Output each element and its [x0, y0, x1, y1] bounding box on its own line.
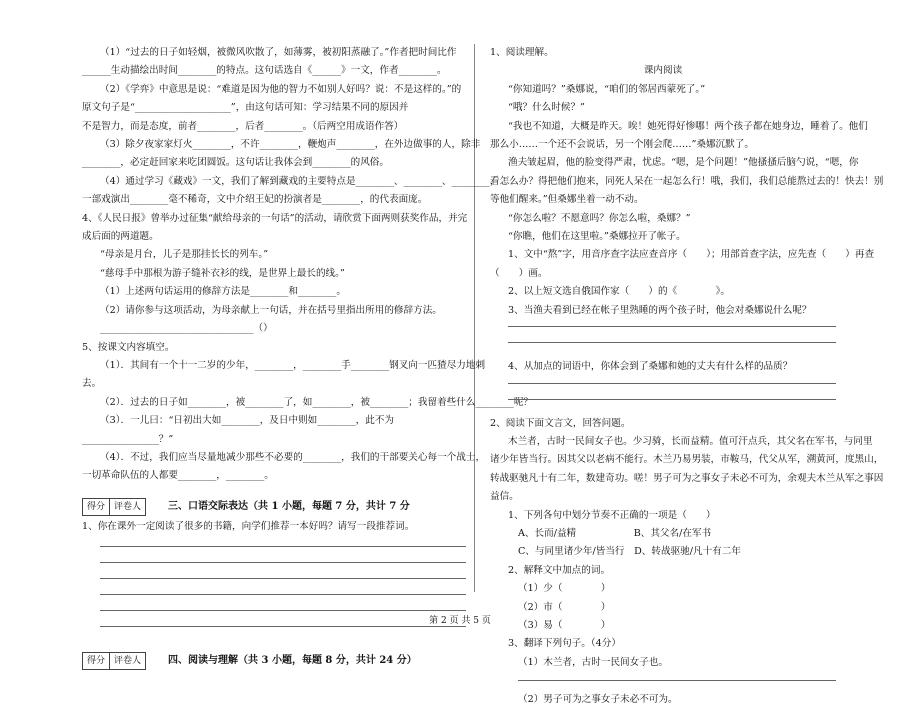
text-line: 不是智力，而是态度，前者________，后者________。（后两空用成语作答）	[82, 120, 404, 132]
answer-line[interactable]	[100, 546, 466, 547]
text-line: ________________________________（）	[100, 323, 273, 335]
text-line: “你知道吗？”桑娜说，“咱们的邻居西蒙死了。”	[508, 83, 706, 95]
text-line: （3）．一儿曰：“日初出大如________，及日中则如________，此不为	[100, 415, 395, 427]
text-line: “母亲是月台，儿子是那挂长长的列车。”	[100, 249, 269, 261]
text-line: 3、翻译下列句子。（4分）	[508, 638, 621, 650]
right-column	[490, 44, 884, 710]
text-line: （4）通过学习《藏戏》一文，我们了解到藏戏的主要特点是________、________、________，	[100, 175, 500, 187]
text-line: 看怎么办？得把他们抱来，同死人呆在一起怎么行！哦，我们，我们总能熬过去的！快去！别	[490, 175, 884, 187]
column-divider	[474, 44, 475, 592]
answer-line[interactable]	[508, 399, 836, 400]
text-line: 课内阅读	[643, 65, 683, 77]
section-3-header	[82, 496, 466, 518]
text-line: （1）“过去的日子如轻烟，被微风吹散了，如薄雾，被初阳蒸融了。”作者把时间比作	[100, 47, 457, 58]
answer-line[interactable]	[508, 383, 836, 384]
text-line: （3）易（ ）	[518, 619, 611, 631]
text-line: （ ）画。	[490, 267, 548, 279]
text-line: 5、按课文内容填空。	[82, 341, 175, 353]
text-line: （2）请你参与这项活动，为母亲献上一句话，并在括号里指出所用的修辞方法。	[100, 304, 442, 316]
text-line: 等他们醒来。”但桑娜坐着一动不动。	[490, 194, 644, 206]
text-line: 1、阅读理解。	[490, 47, 554, 58]
text-line: C、与同里诸少年/皆当行 D、转战驱驰/凡十有二年	[518, 546, 741, 558]
text-line: 成后面的两道题。	[82, 231, 159, 243]
text-line: “我也不知道，大概是昨天。唉！她死得好惨哪！两个孩子都在她身边，睡着了。他们	[508, 120, 868, 132]
answer-line[interactable]	[100, 578, 466, 579]
text-line: “哦？什么时候？”	[508, 102, 585, 114]
text-line: A、长而/益精 B、其父名/在军书	[518, 527, 712, 539]
text-line: 一部戏演出________毫不稀奇，文中介绍王妃的扮演者是________，的代表面庞。	[82, 194, 428, 206]
grader-label: 评卷人	[109, 653, 145, 669]
text-line: （1）．其间有一个十一二岁的少年，________，________手________钢叉向一匹猹尽力地刺	[100, 359, 486, 371]
text-line: （3）除夕夜家家灯火________，不许________，鞭炮声________，在外边做事的人，除非	[100, 139, 481, 151]
text-line: 原文句子是“____________________”，由这句话可知：学习结果不同的原因并	[82, 102, 409, 114]
answer-line[interactable]	[508, 342, 836, 343]
score-label: 得分	[87, 501, 106, 512]
text-line: （2）．过去的日子如________，被________了，如________，被________；我留着些什么________呢？	[100, 396, 534, 408]
text-line: 1、文中“熬”字，用音序查字法应查音序（ ）；用部首查字法，应先查（ ）再查	[508, 249, 875, 261]
text-line: 益信。	[490, 491, 519, 503]
score-box	[82, 652, 146, 670]
text-line: 去。	[82, 378, 102, 390]
text-line: 木兰者，古时一民间女子也。少习骑，长而益精。值可汗点兵，其父名在军书，与同里	[508, 435, 873, 447]
answer-line[interactable]	[100, 626, 466, 627]
text-line: ________，必定赶回家来吃团圆饭。这句话让我体会到________的风俗。	[82, 157, 389, 169]
text-line: 2、阅读下面文言文，回答问题。	[490, 417, 631, 429]
section-3-title: 三、口语交际表达（共 1 小题，每题 7 分，共计 7 分	[168, 500, 410, 512]
text-line: （1）上述两句话运用的修辞方法是________和________。	[100, 286, 346, 298]
reading-question-4	[490, 358, 836, 376]
text-line: 4、《人民日报》曾举办过征集“献给母亲的一句话”的活动，请欣赏下面两则获奖作品，并完	[82, 212, 468, 224]
text-line: “你瞧，他们在这里啦。”桑娜拉开了帐子。	[508, 231, 686, 243]
text-line: “慈母手中那根为游子缝补衣衫的线，是世界上最长的线。”	[100, 267, 345, 279]
answer-line[interactable]	[518, 680, 836, 681]
text-line: 4、从加点的词语中，你体会到了桑娜和她的丈夫有什么样的品质？	[508, 361, 793, 373]
text-line: 那么小……一个还不会说话，另一个刚会爬……”桑娜沉默了。	[490, 139, 754, 151]
answer-line[interactable]	[508, 326, 836, 327]
text-line: （4）．不过，我们应当尽量地减少那些不必要的________，我们的干部要关心每一个战士，	[100, 451, 486, 463]
section-4-title: 四、阅读与理解（共 3 小题，每题 8 分，共计 24 分）	[168, 654, 417, 666]
page-footer: 第 2 页 共 5 页	[429, 616, 491, 626]
text-line: 诸少年皆当行。因其父以老病不能行。木兰乃易男装，市鞍马，代父从军，溯黄河，度黑山，	[490, 454, 884, 466]
answer-line[interactable]	[100, 610, 466, 611]
text-line: 2、以上短文选自俄国作家（ ）的《 》。	[508, 286, 730, 298]
text-line: （2）市（ ）	[518, 601, 611, 613]
score-label: 得分	[87, 656, 106, 667]
text-line: 一切革命队伍的人都要________，________。	[82, 470, 274, 482]
text-line: 2、解释文中加点的词。	[508, 564, 611, 576]
text-line: 转战驱驰凡十有二年，数建奇功。嗟！男子可为之事女子未必不可为，余观夫木兰从军之事因	[490, 472, 884, 484]
reading-passage-2	[490, 415, 884, 673]
text-line: 3、当渔夫看到已经在帐子里熟睡的两个孩子时，他会对桑娜说什么呢？	[508, 304, 812, 316]
reading-passage-1	[490, 44, 884, 320]
text-line: 渔夫皱起眉，他的脸变得严肃，忧虑。“嗯，是个问题！”他搔搔后脑勺说，“嗯，你	[508, 157, 859, 169]
text-line: “你怎么啦？不愿意吗？你怎么啦，桑娜？”	[508, 212, 691, 224]
text-line: ______生动描绘出时间________的特点。这句话选自《______》一文，作者________。	[82, 65, 447, 77]
answer-line[interactable]	[100, 594, 466, 595]
grader-label: 评卷人	[109, 499, 145, 515]
score-box	[82, 498, 146, 516]
text-line: （1）少（ ）	[518, 583, 611, 595]
oral-question: 1、你在课外一定阅读了很多的书籍，向学们推荐一本好吗？请写一段推荐词。	[82, 520, 415, 532]
text-line: ________________？”	[82, 433, 174, 445]
text-line: （2）《学弈》中意思是说：“难道是因为他的智力不如别人好吗？说：不是这样的。”的	[100, 83, 462, 95]
text-line: （1）木兰者，古时一民间女子也。	[518, 656, 669, 668]
translate-item-2: （2）男子可为之事女子未必不可为。	[518, 694, 678, 706]
text-line: 1、下列各句中划分节奏不正确的一项是（ ）	[508, 509, 716, 521]
section-4-header	[82, 650, 466, 672]
answer-line[interactable]	[100, 562, 466, 563]
